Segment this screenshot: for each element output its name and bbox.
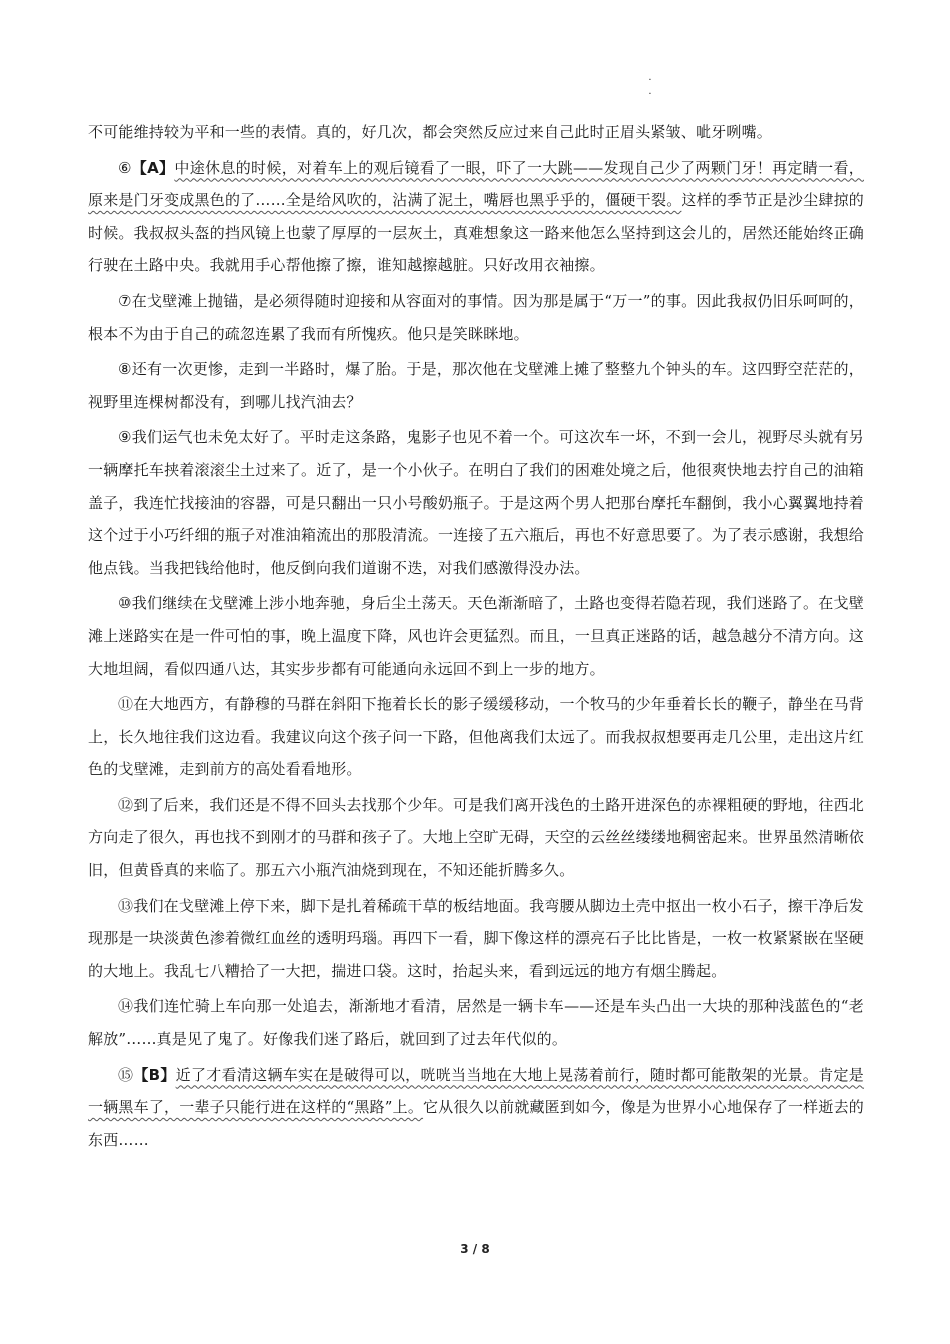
paragraph-text: 在戈壁滩上抛锚，是必须得随时迎接和从容面对的事情。因为那是属于“万一”的事。因此我叔仍旧乐呵呵的，根本不为由于自己的疏忽连累了我而有所愧疚。他只是笑眯眯地。 (88, 291, 864, 343)
paragraph-number: ⑨ (118, 428, 132, 447)
paragraph-number: ⑩ (118, 594, 132, 613)
paragraph-text: 我们连忙骑上车向那一处追去，渐渐地才看清，居然是一辆卡车——还是车头凸出一大块的那种浅蓝色的“老解放”……真是见了鬼了。好像我们迷了路后，就回到了过去年代似的。 (88, 997, 864, 1049)
paragraph-text: 到了后来，我们还是不得不回头去找那个少年。可是我们离开浅色的土路开进深色的赤裸粗硬的野地，往西北方向走了很久，再也找不到刚才的马群和孩子了。大地上空旷无碍，天空的云丝丝缕缕地稠密起来。世界虽然清晰依旧，但黄昏真的来临了。那五六小瓶汽油烧到现在，不知还能折腾多久。 (88, 795, 865, 880)
paragraph-number: ⑥ (118, 158, 132, 177)
article-body (88, 116, 864, 1159)
passage-marker-a: 【A】 (131, 158, 175, 177)
paragraph-8 (88, 353, 864, 418)
paragraph-text: 还有一次更惨，走到一半路时，爆了胎。于是，那次他在戈壁滩上摊了整整九个钟头的车。这四野空茫茫的，视野里连棵树都没有，到哪儿找汽油去？ (88, 360, 865, 411)
header-dots: · · (648, 75, 652, 100)
paragraph-12 (88, 789, 864, 887)
paragraph-13 (88, 890, 864, 988)
underlined-passage-b: 近了才看清这辆车实在是破得可以，咣咣当当地在大地上晃荡着前行，随时都可能散架的光景。肯定是一辆黑车了，一辈子只能行进在这样的“黑路”上。 (88, 1065, 865, 1117)
paragraph-number: ⑧ (118, 360, 132, 379)
paragraph-10 (88, 587, 864, 685)
paragraph-text: 我们运气也未免太好了。平时走这条路，鬼影子也见不着一个。可这次车一坏，不到一会儿，视野尽头就有另一辆摩托车挟着滚滚尘土过来了。近了，是一个小伙子。在明白了我们的困难处境之后，他很爽快地去拧自己的油箱盖子，我连忙找接油的容器，可是只翻出一只小号酸奶瓶子。于是这两个男人把那台摩托车翻倒，我小心翼翼地持着这个过于小巧纤细的瓶子对准油箱流出的那股清流。一连接了五六瓶后，再也不好意思要了。为了表示感谢，我想给他点钱。当我把钱给他时，他反倒向我们道谢不迭，对我们感激得没办法。 (88, 428, 865, 577)
paragraph-text: 不可能维持较为平和一些的表情。真的，好几次，都会突然反应过来自己此时正眉头紧皱、呲牙咧嘴。 (88, 123, 773, 141)
paragraph-text: 在大地西方，有静穆的马群在斜阳下拖着长长的影子缓缓移动，一个牧马的少年垂着长长的鞭子，静坐在马背上，长久地往我们这边看。我建议向这个孩子问一下路，但他离我们太远了。而我叔叔想要再走几公里，走出这片红色的戈壁滩，走到前方的高处看看地形。 (88, 695, 865, 779)
paragraph-number: ⑫ (118, 795, 134, 814)
underlined-passage-a: 中途休息的时候，对着车上的观后镜看了一眼，吓了一大跳——发现自己少了两颗门牙！再定睛一看，原来是门牙变成黑色的了……全是给风吹的，沾满了泥土，嘴唇也黑乎乎的，僵硬干裂。 (88, 158, 864, 210)
paragraph-5-continued (88, 116, 864, 149)
paragraph-number: ⑪ (118, 695, 134, 714)
paragraph-6 (88, 152, 864, 282)
paragraph-15 (88, 1059, 864, 1157)
paragraph-text: 这样的季节正是沙尘肆掠的时候。我叔叔头盔的挡风镜上也蒙了厚厚的一层灰土，真难想象这一路来他怎么坚持到这会儿的，居然还能始终正确行驶在土路中央。我就用手心帮他擦了擦，谁知越擦越脏。只好改用衣袖擦。 (88, 191, 864, 275)
paragraph-14 (88, 990, 864, 1055)
paragraph-11 (88, 688, 864, 786)
paragraph-number: ⑭ (118, 997, 134, 1016)
paragraph-number: ⑮ (118, 1065, 134, 1084)
paragraph-text: 我们继续在戈壁滩上涉小地奔驰，身后尘土荡天。天色渐渐暗了，土路也变得若隐若现，我们迷路了。在戈壁滩上迷路实在是一件可怕的事，晚上温度下降，风也许会更猛烈。而且，一旦真正迷路的话，越急越分不清方向。这大地坦阔，看似四通八达，其实步步都有可能通向永远回不到上一步的地方。 (88, 594, 865, 678)
passage-marker-b: 【B】 (133, 1065, 176, 1084)
paragraph-number: ⑦ (118, 291, 132, 310)
paragraph-9 (88, 421, 864, 584)
page-number: 3 / 8 (460, 1242, 490, 1256)
paragraph-text: 我们在戈壁滩上停下来，脚下是扎着稀疏干草的板结地面。我弯腰从脚边土壳中抠出一枚小石子，擦干净后发现那是一块淡黄色渗着微红血丝的透明玛瑙。再四下一看，脚下像这样的漂亮石子比比皆是，一枚一枚紧紧嵌在坚硬的大地上。我乱七八糟拾了一大把，揣进口袋。这时，抬起头来，看到远远的地方有烟尘腾起。 (88, 896, 865, 980)
paragraph-7 (88, 285, 864, 350)
paragraph-text: 它从很久以前就藏匿到如今，像是为世界小心地保存了一样逝去的东西…… (88, 1098, 864, 1149)
paragraph-number: ⑬ (118, 896, 134, 915)
